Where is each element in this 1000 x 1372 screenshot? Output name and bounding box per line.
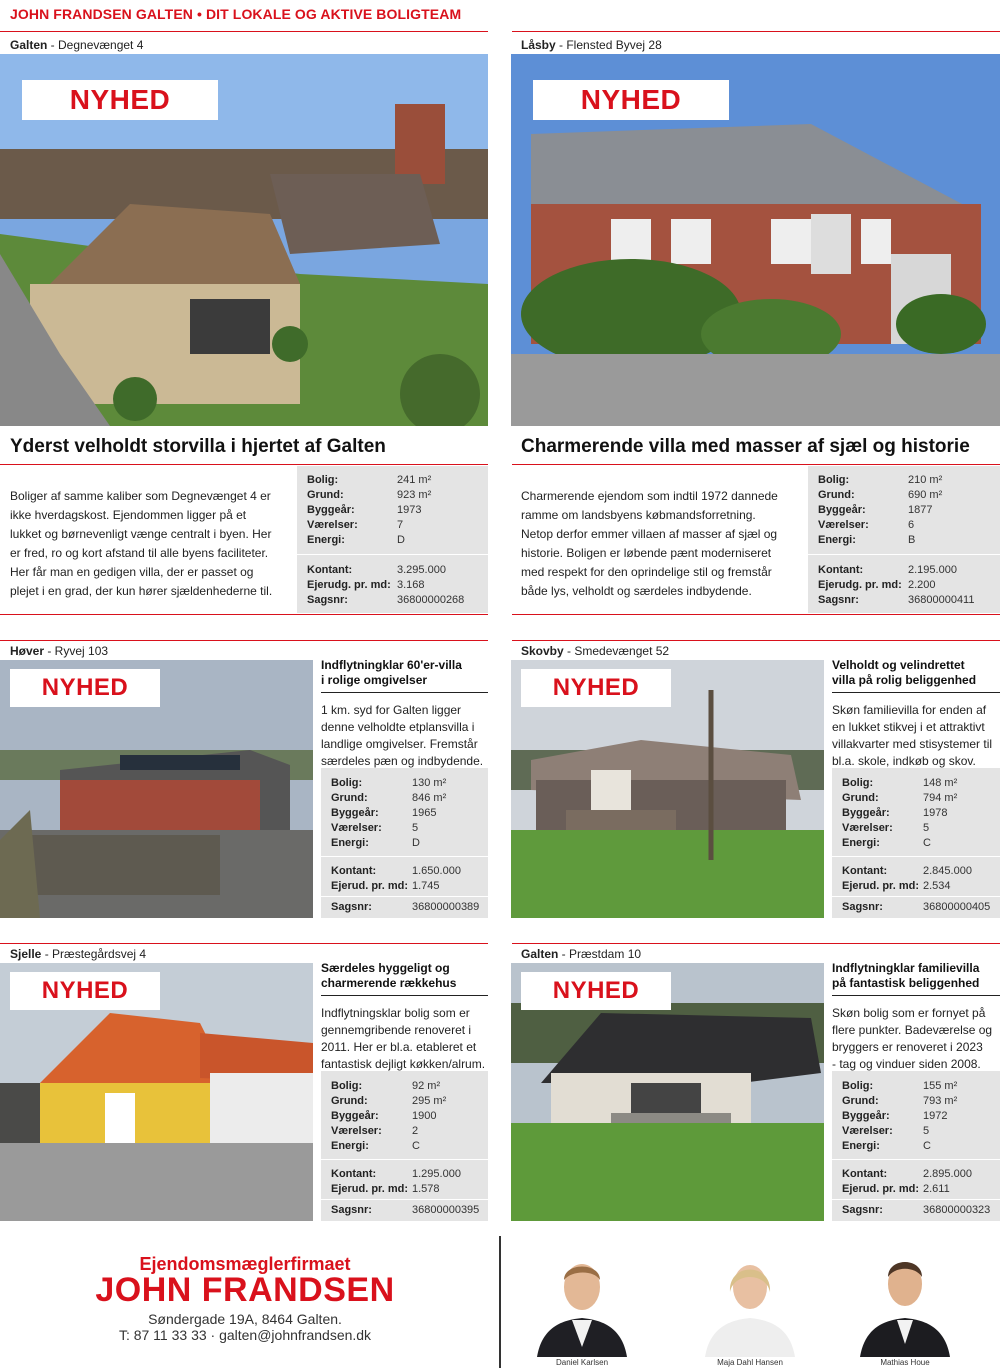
- nyhed-badge: NYHED: [10, 972, 160, 1010]
- listing-description: Skøn familievilla for enden af en lukket stikvej i et attraktivt villakvarter med stisystemer til bl.a. skole, indkøb og skov.: [832, 703, 993, 768]
- listing-description: Indflytningsklar bolig som er gennemgribende renoveret i 2011. Her er bl.a. etableret et fantastisk dejligt køkken/alrum.: [321, 1006, 486, 1071]
- staff-portrait: [700, 1232, 800, 1357]
- nyhed-badge: NYHED: [521, 669, 671, 707]
- staff-portrait: [855, 1232, 955, 1357]
- listing-description: Charmerende ejendom som indtil 1972 dannede ramme om landsbyens købmandsforretning. Netop derfor emmer villaen af masser af sjæl og historie. Boligen er løbende pænt moderniseret med respekt for den oprindelige stil og fremstår både lys, velholdt og særdeles indbydende.: [521, 489, 778, 598]
- listing-location: Galten - Degnevænget 4: [10, 38, 144, 52]
- listing-description: 1 km. syd for Galten ligger denne velholdte etplansvilla i landlige omgivelser. Fremstår særdeles pæn og indbydende.: [321, 703, 484, 768]
- nyhed-badge: NYHED: [10, 669, 160, 707]
- nyhed-badge: NYHED: [533, 80, 729, 120]
- divider: [321, 995, 488, 996]
- facts-box: Bolig: 148 m² Grund: 794 m² Byggeår: 1978 Værelser: 5 Energi: C Kontant: 2.845.000 Ejerud. pr. md: 2.534 Sagsnr: 36800000405: [832, 768, 1000, 918]
- divider: [512, 943, 1000, 944]
- divider: [512, 614, 1000, 615]
- listing-description: Skøn bolig som er fornyet på flere punkter. Badeværelse og bryggers er renoveret i 2023 - tag og vinduer siden 2008.: [832, 1006, 993, 1071]
- listing-location: Låsby - Flensted Byvej 28: [521, 38, 662, 52]
- listing-title: Charmerende villa med masser af sjæl og historie: [521, 436, 970, 457]
- divider: [512, 464, 1000, 465]
- header-banner: JOHN FRANDSEN GALTEN • DIT LOKALE OG AKTIVE BOLIGTEAM: [10, 6, 462, 22]
- listing-title: Indflytningklar 60'er-villa i rolige omgivelser: [321, 658, 462, 687]
- divider: [512, 31, 1000, 32]
- staff-name: Mathias Houe: [880, 1358, 930, 1367]
- divider: [0, 943, 488, 944]
- staff-name: Maja Dahl Hansen: [717, 1358, 783, 1367]
- divider: [0, 464, 488, 465]
- firm-name-logo: JOHN FRANDSEN: [95, 1271, 395, 1309]
- divider: [832, 692, 1000, 693]
- firm-contact[interactable]: T: 87 11 33 33 · galten@johnfrandsen.dk: [118, 1327, 372, 1343]
- divider: [832, 995, 1000, 996]
- listing-title: Velholdt og velindrettet villa på rolig beliggenhed: [832, 658, 977, 687]
- staff-portrait: [532, 1232, 632, 1357]
- divider: [0, 614, 488, 615]
- facts-box: Bolig: 241 m² Grund: 923 m² Byggeår: 1973 Værelser: 7 Energi: D Kontant: 3.295.000 Ejerudg. pr. md: 3.168 Sagsnr: 36800000268: [297, 466, 488, 613]
- listing-description: Boliger af samme kaliber som Degnevænget 4 er ikke hverdagskost. Ejendommen ligger på et lukket og børnevenligt vænge centralt i byen. Her er fred, ro og kort afstand til alle byens faciliteter. Her får man en gedigen villa, der er passet og plejet i en grad, der kun hører sjældenhederne til.: [10, 489, 273, 598]
- facts-box: Bolig: 155 m² Grund: 793 m² Byggeår: 1972 Værelser: 5 Energi: C Kontant: 2.895.000 Ejerud. pr. md: 2.611 Sagsnr: 36800000323: [832, 1071, 1000, 1221]
- divider: [499, 1236, 501, 1368]
- listing-title: Indflytningklar familievilla på fantastisk beliggenhed: [832, 961, 980, 990]
- listing-location: Høver - Ryvej 103: [10, 644, 109, 658]
- divider: [0, 31, 488, 32]
- nyhed-badge: NYHED: [521, 972, 671, 1010]
- listing-title: Yderst velholdt storvilla i hjertet af Galten: [10, 436, 386, 457]
- divider: [0, 640, 488, 641]
- divider: [321, 692, 488, 693]
- firm-name-small: Ejendomsmæglerfirmaet: [139, 1254, 351, 1274]
- listing-title: Særdeles hyggeligt og charmerende rækkehus: [321, 961, 457, 990]
- nyhed-badge: NYHED: [22, 80, 218, 120]
- facts-box: Bolig: 92 m² Grund: 295 m² Byggeår: 1900 Værelser: 2 Energi: C Kontant: 1.295.000 Ejerud. pr. md: 1.578 Sagsnr: 36800000395: [321, 1071, 488, 1221]
- listing-location: Skovby - Smedevænget 52: [521, 644, 670, 658]
- facts-box: Bolig: 210 m² Grund: 690 m² Byggeår: 1877 Værelser: 6 Energi: B Kontant: 2.195.000 Ejerudg. pr. md: 2.200 Sagsnr: 36800000411: [808, 466, 1000, 613]
- facts-box: Bolig: 130 m² Grund: 846 m² Byggeår: 1965 Værelser: 5 Energi: D Kontant: 1.650.000 Ejerud. pr. md: 1.745 Sagsnr: 36800000389: [321, 768, 488, 918]
- listing-location: Galten - Præstdam 10: [521, 947, 642, 961]
- staff-name: Daniel Karlsen: [555, 1358, 609, 1367]
- divider: [512, 640, 1000, 641]
- firm-address: Søndergade 19A, 8464 Galten.: [148, 1311, 342, 1327]
- listing-location: Sjelle - Præstegårdsvej 4: [10, 947, 147, 961]
